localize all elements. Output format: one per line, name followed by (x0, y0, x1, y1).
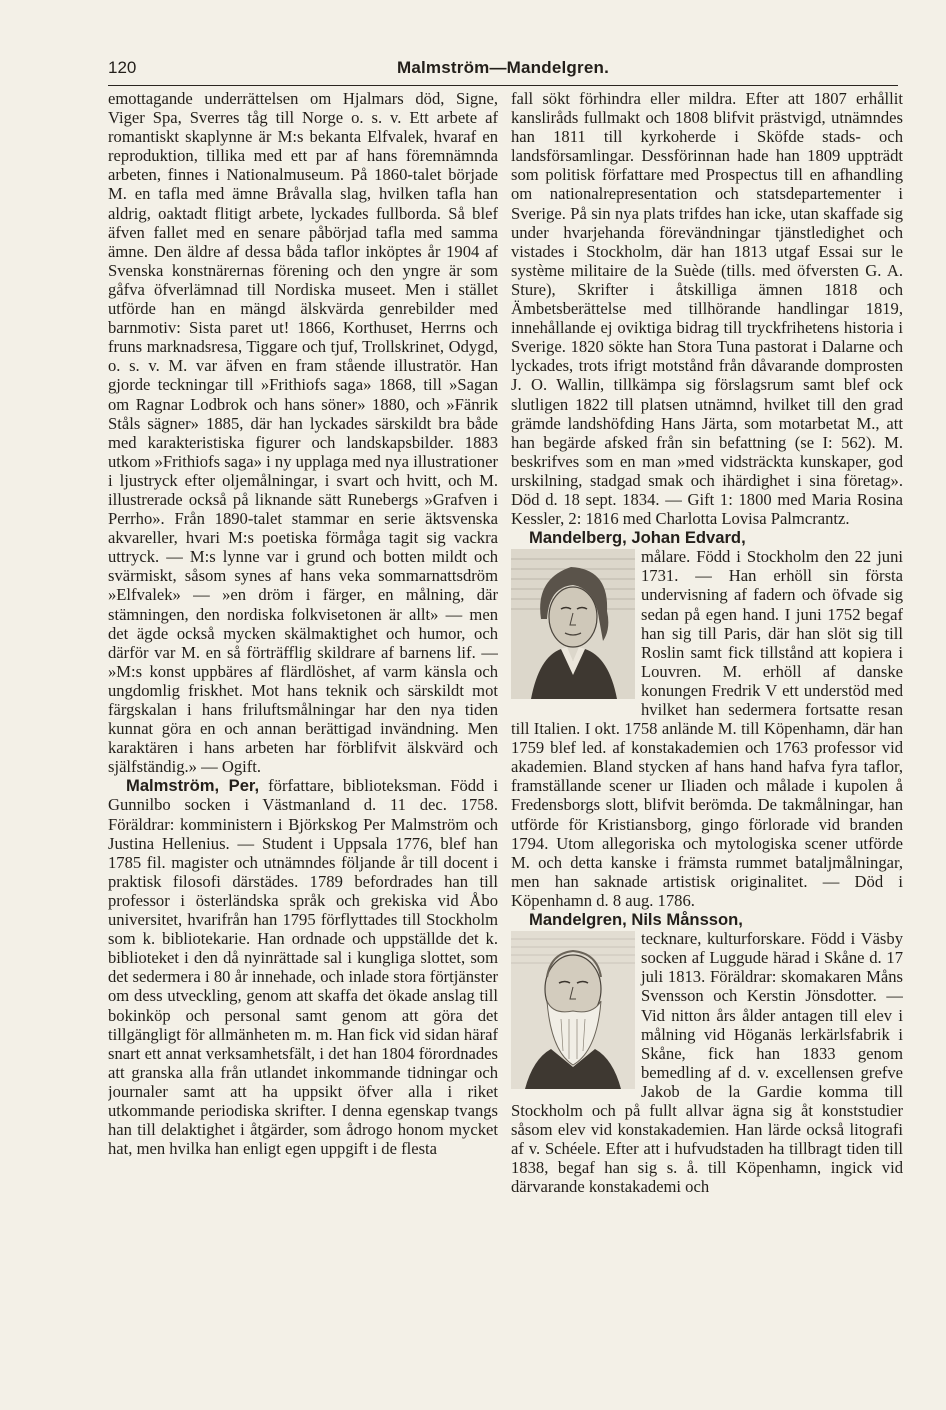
right-column (511, 89, 903, 1317)
header-rule (108, 85, 898, 86)
page-number: 120 (108, 58, 137, 77)
entry-malmstrom-per (108, 776, 498, 1158)
running-title: Malmström—Mandelgren. (396, 58, 609, 77)
paragraph-malmstrom-continued: emottagande underrättelsen om Hjalmars död, Signe, Viger Spa, Sverres tåg till Norge o. s. v. Ett arbete af romantiskt skaplynne är M:s bekanta Elfvalek, hvaraf en reproduktion, tillika med ett par af hans föremnämnda arbeten, finnes i Nationalmuseum. På 1860-talet började M. en tafla med ämne Bråvalla slag, hvilken tafla han aldrig, oaktadt flitigt arbete, lyckades fullborda. Så blef äfven fallet med en senare påbörjad tafla med samma ämne. Den äldre af dessa båda taflor inköptes år 1904 af Svenska konstnärernas förening och den yngre är som gåfva öfverlämnad till Nordiska museet. Men i stället utförde han en mängd älskvärda genrebilder med barnmotiv: Sista paret ut! 1866, Korthuset, Herrns och fruns marknadsresa, Tiggare och tjuf, Trollskrinet, Odygd, o. s. v. M. var äfven en fram stående illustratör. Han gjorde teckningar till »Frithiofs saga» 1868, till »Sagan om Ragnar Lodbrok och hans söner» 1880, och »Fänrik Ståls sägner» 1885, där han lyckades särskildt bra både med karakteristiska figurer och landskapsbilder. 1883 utkom »Frithiofs saga» i ny upplaga med nya illustrationer i ljustryck efter oljemålningar, i svart och hvitt, och M. illustrerade också på liknande sätt Runebergs »Grafven i Perrho». Från 1890-talet stammar en serie äktsvenska akvareller, hvari M:s poetiska förmåga tagit sig vackra uttryck. — M:s lynne var i grund och botten mildt och svärmiskt, såsom synes af hans veka sommarnattsdröm »Elfvalek» — »en dröm i färger, en målning, där stämningen, den nordiska folkvisetonen är allt» — men det ägde också mycken skälmaktighet och humor, och därför var M. en så förträfflig skildrare af barnens lif. — »M:s konst uppbäres af flärdlöshet, af varm känsla och ungdomlig friskhet. Mot hans teknik och särskildt mot färgskalan i hans friluftsmålningar har den nya tiden kunnat göra en och annan berättigad invändning. Men karaktären i hans arbeten har förblifvit älskvärd och själfständig.» — Ogift. (108, 89, 498, 777)
entry-mandelgren (511, 910, 903, 929)
engraved-portrait-mandelberg-icon (511, 549, 635, 699)
entry-headword: Mandelberg, Johan Edvard, (529, 528, 746, 548)
entry-mandelberg (511, 528, 903, 547)
entry-headword: Mandelgren, Nils Månsson, (529, 910, 743, 930)
entry-mandelgren-body: tecknare, kulturforskare. Född i Väsby socken af Luggude härad i Skåne d. 17 juli 1813. Föräldrar: skomakaren Måns Svensson och Kerstin Jönsdotter. — Vid nitton års ålder antagen till elev i målning vid Höganäs lerkärlsfabrik i Skåne, fick han 1833 genom bemedling af d. v. excellensen grefve Jakob de la Gardie komma till Stockholm och på fullt allvar ägna sig åt konststudier såsom elev vid konstakademien. Han lärde också litografi af v. Schéele. Efter att i hufvudstaden ha tillbragt tiden till 1838, begaf han sig s. å. till Köpenhamn, ingick vid därvarande konstakademi och (511, 929, 903, 1197)
entry-body: författare, biblioteksman. Född i Gunnilbo socken i Västmanland d. 11 dec. 1758. Föräldrar: komministern i Björkskog Per Malmström och Justina Hellenius. — Student i Uppsala 1776, blef han 1785 fil. magister och utnämndes följande år till docent i praktisk filosofi därstädes. 1789 befordrades han till professor i österländska språk och grekiska vid Åbo universitet, hvarifrån han 1795 förflyttades till Stockholm som k. bibliotekarie. Han ordnade och uppställde det k. biblioteket i den då nyinrättade sal i kungliga slottet, som det sedermera i 80 år innehade, och inlade stora förtjänster om dess utveckling, genom att skaffa det ökade anslag till bokinköp och personal samt genom att göra det tillgängligt för allmänheten m. m. Han fick vid sidan häraf snart ett annat verksamhetsfält, i det han 1804 förordnades att granska alla från utlandet inkommande tidningar och journaler samt att ha uppsikt öfver alla i riket utkommande periodiska skrifter. I denna egenskap tvangs han till delaktighet i åtgärder, som ådrogo honom mycket hat, men hvilka han enligt egen uppgift i de flesta (108, 776, 498, 1159)
left-column (108, 89, 498, 1317)
entry-mandelberg-body: målare. Född i Stockholm den 22 juni 1731. — Han erhöll sin första undervisning af fadern och öfvade sig sedan på egen hand. I juni 1752 begaf han sig till Paris, där han slöt sig till Roslin samt fick tillstånd att kopiera i Louvren. M. erhöll af danske konungen Fredrik V ett understöd med hvilket han sedermera fortsatte resan till Italien. I okt. 1758 anlände M. till Köpenhamn, där han 1759 blef led. af konstakademien och 1763 professor vid akademien. Bland stycken af hans hand hafva fyra taflor, framställande scener ur Iliaden och målade i kupolen å Fredensborgs slott, blifvit berömda. De takmålningar, han utförde för Kristiansborg, gingo förlorade vid branden 1794. Utom allegoriska och mytologiska scener utförde M. och detta kanske i främsta rummet bataljmålningar, men han saknade artistisk originalitet. — Död i Köpenhamn d. 8 aug. 1786. (511, 547, 903, 910)
engraved-portrait-mandelgren-icon (511, 931, 635, 1089)
page-header (108, 58, 898, 84)
entry-headword: Malmström, Per, (126, 776, 260, 796)
paragraph-malmstrom-end: fall sökt förhindra eller mildra. Efter att 1807 erhållit kansliråds fullmakt och 1808 blifvit prästvigd, utnämndes han 1811 till kyrkoherde i Sköfde stads- och landsförsamlingar. Dessförinnan hade han 1809 uppträdt som politisk författare med Prospectus till en afhandling om nationalrepresentation och statsdepartementer i Sverige. På sin nya plats trifdes han icke, utan skaffade sig under hvarjehanda förevändningar tjänstledighet och vistades i Stockholm, där han 1813 utgaf Essai sur le système militaire de la Suède (tills. med öfversten G. A. Sture), Skrifter i åtskilliga ämnen 1818 och Ämbetsberättelse med tillhörande handlingar 1819, innehållande ej oviktiga bidrag till tryckfrihetens historia i Sverige. 1820 sökte han Stora Tuna pastorat i Dalarne och lyckades, trots ifrigt motstånd från dåvarande domprosten J. O. Wallin, tillkämpa sig förslagsrum samt blef ock slutligen 1822 till platsen utnämnd, hvilket till den grad grämde landshöfding Hans Järta, som motarbetat M., att han begärde afsked från sin befattning (se I: 562). M. beskrifves som en man »med vidsträckta kunskaper, god urskilning, stadgad smak och ihärdighet i sina företag». Död d. 18 sept. 1834. — Gift 1: 1800 med Maria Rosina Kessler, 2: 1816 med Charlotta Lovisa Palmcrantz. (511, 89, 903, 529)
